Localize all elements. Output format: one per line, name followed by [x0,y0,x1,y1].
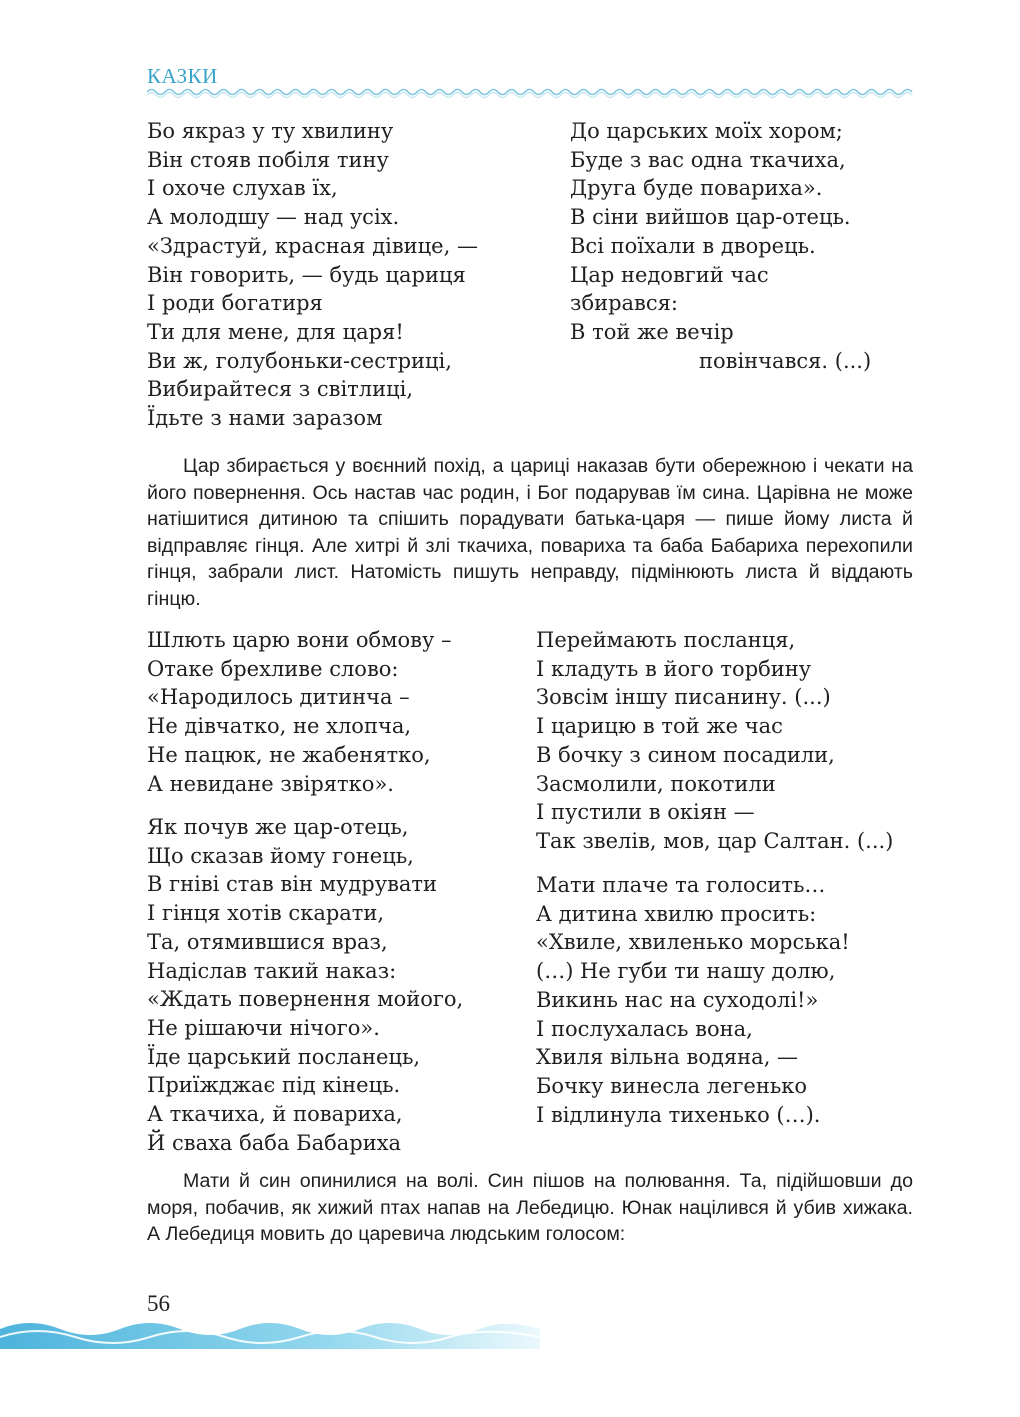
poem-line: Що сказав йому гонець, [147,843,414,868]
poem-line: (…) Не губи ти нашу долю, [536,959,836,984]
poem-line: Бочку винесла легенько [536,1073,808,1098]
poem-line: І відлинула тихенько (…). [536,1102,821,1127]
poem-line: Всі поїхали в дворець. [570,233,816,258]
page-number: 56 [147,1291,170,1316]
poem-block2-left-stanza1 [147,626,452,798]
poem-line: Друга буде повариха». [570,176,823,201]
poem-line: «Ждать повернення мойого, [147,987,464,1012]
poem-line: Шлють царю вони обмову – [147,628,452,652]
poem-line: І кладуть в його торбину [536,656,812,681]
poem-line: Не рішаючи нічого». [147,1015,380,1040]
poem-line: Не дівчатко, не хлопча, [147,714,412,739]
poem-line: Надіслав такий наказ: [147,958,397,983]
poem-line: Мати плаче та голосить… [536,873,826,897]
poem-line: Цар недовгий час [570,262,769,287]
poem-line: «Хвиле, хвиленько морська! [536,930,850,955]
poem-line: В бочку з сином посадили, [536,742,835,767]
poem-block2-right-stanza1 [536,626,893,856]
section-title: КАЗКИ [147,64,218,88]
poem-line: Як почув же цар-отець, [147,815,409,839]
poem-line: В той же вечір [570,319,734,344]
poem-line: Він стояв побіля тину [147,147,389,172]
poem-line: Й сваха баба Бабариха [147,1130,402,1155]
poem-block2-right-stanza2 [536,871,850,1129]
poem-block1-left [147,117,478,433]
poem-line: Хвиля вільна водяна, — [536,1045,799,1070]
poem-line: І царицю в той же час [536,714,783,739]
poem-line: Та, отямившися враз, [147,929,388,954]
poem-line: В гніві став він мудрувати [147,872,438,897]
poem-line: Їде царський посланець, [147,1044,421,1069]
poem-block2-left-stanza2 [147,813,463,1157]
poem-line: Ви ж, голубоньки-сестриці, [147,348,452,373]
poem-line: Так звелів, мов, цар Салтан. (...) [536,828,894,853]
poem-line: Їдьте з нами заразом [147,406,383,431]
poem-line: І гінця хотів скарати, [147,901,385,926]
poem-line: Засмолили, покотили [536,771,776,796]
poem-line: І послухалась вона, [536,1016,753,1041]
poem-line: Переймають посланця, [536,628,796,652]
prose-paragraph-2 [147,1168,913,1248]
poem-line: І охоче слухав їх, [147,176,338,201]
poem-line: Зовсім іншу писанину. (...) [536,685,831,710]
poem-line: Він говорить, — будь цариця [147,262,466,287]
poem-line: Вибирайтеся з світлиці, [147,377,414,402]
poem-line: Викинь нас на суходолі!» [536,987,819,1012]
paragraph-text: Мати й син опинилися на волі. Син пішов на полювання. Та, підійшовши до моря, побачив, як хижий птах напав на Лебедицю. Юнак націлився й убив хижака. А Лебедиця мовить до царевича людським голосом: [147,1170,913,1245]
poem-line: Бо якраз у ту хвилину [147,119,394,143]
poem-line: повінчався. (...) [699,348,872,373]
poem-line: В сіни вийшов цар-отець. [570,205,851,230]
poem-line: А дитина хвилю просить: [536,901,817,926]
paragraph-text: Цар збирається у воєнний похід, а цариці наказав бути обережною і чекати на його повернення. Ось настав час родин, і Бог подарував їм сина. Царівна не може натішитися дитиною та спішить порадувати батька-царя — пише йому листа й відправляє гінця. Але хитрі й злі ткачиха, повариха та баба Бабариха перехопили гінця, забрали лист. Натомість пишуть неправду, підмінюють листа й віддають гінцю. [147,455,913,610]
poem-line: Не пацюк, не жабенятко, [147,742,431,767]
poem-line: До царських моїх хором; [570,119,843,143]
poem-line: Ти для мене, для царя! [147,319,404,344]
poem-line: А молодшу — над усіх. [147,205,400,230]
poem-block1-right [570,117,871,375]
poem-line: І пустили в окіян — [536,800,755,825]
poem-line: Отаке брехливе слово: [147,656,399,681]
poem-line: І роди богатиря [147,291,323,316]
footer-wave-decoration [0,1315,540,1349]
poem-line: «Здрастуй, красная дівице, — [147,233,478,258]
poem-line: Приїжджає під кінець. [147,1073,401,1098]
poem-line: А ткачиха, й повариха, [147,1102,403,1127]
header-wave-decoration [147,86,913,98]
poem-line: Буде з вас одна ткачиха, [570,147,846,172]
poem-line: збирався: [570,291,678,316]
prose-paragraph-1 [147,453,913,612]
poem-line: «Народилось дитинча – [147,685,410,710]
poem-line: А невидане звірятко». [147,771,394,796]
